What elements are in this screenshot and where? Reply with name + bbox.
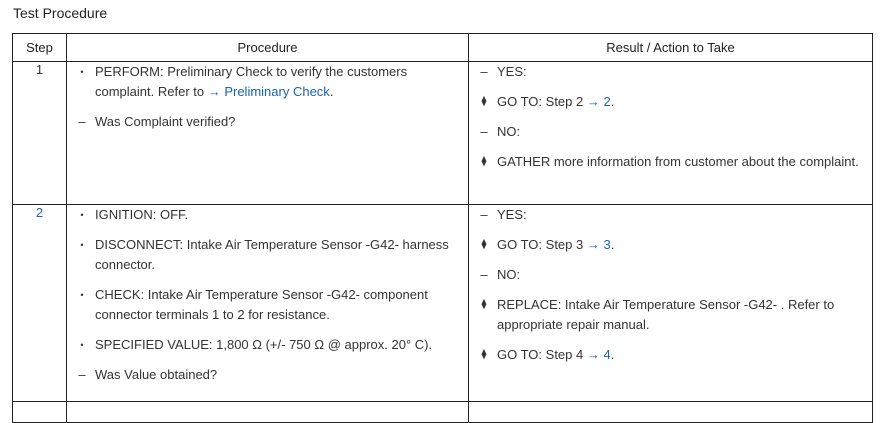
page-title: Test Procedure (13, 5, 108, 21)
bullet-icon: • (80, 240, 84, 250)
punctuation: . (610, 237, 615, 252)
result-item (469, 205, 872, 225)
bullet-icon: • (80, 210, 84, 220)
step-2-anchor[interactable]: 2 (35, 205, 44, 220)
result-cell (469, 402, 873, 423)
result-item (469, 92, 872, 112)
step-number: 1 (13, 62, 67, 205)
procedure-cell (67, 402, 469, 423)
dash-icon: – (480, 267, 488, 282)
procedure-item (67, 335, 468, 355)
dash-icon: – (480, 124, 488, 139)
table-row (13, 402, 873, 423)
result-item (469, 235, 872, 255)
diamond-bullet-icon: ⧫ (481, 349, 487, 360)
result-item (469, 62, 872, 82)
table-row (13, 62, 873, 205)
result-text: NO: (497, 267, 521, 282)
result-item (469, 152, 872, 172)
result-item (469, 295, 872, 335)
dash-icon: – (78, 114, 86, 129)
result-text: YES: (497, 207, 527, 222)
result-item (469, 265, 872, 285)
bullet-icon: • (80, 340, 84, 350)
procedure-cell (67, 205, 469, 402)
step-column-header: Step (13, 34, 67, 62)
result-text: GO TO: Step 4 (497, 347, 587, 362)
procedure-item (67, 112, 468, 132)
table-header-row (13, 34, 873, 62)
dash-icon: – (78, 367, 86, 382)
procedure-item (67, 235, 468, 275)
step-number-link[interactable] (13, 205, 67, 402)
procedure-text: SPECIFIED VALUE: 1,800 Ω (+/- 750 Ω @ approx. 20° C). (95, 337, 433, 352)
result-item (469, 122, 872, 142)
result-text: GO TO: Step 3 (497, 237, 587, 252)
result-cell (469, 62, 873, 205)
procedure-text: IGNITION: OFF. (95, 207, 189, 222)
procedure-text: Was Complaint verified? (95, 114, 236, 129)
result-text: REPLACE: Intake Air Temperature Sensor -G42- . Refer to appropriate repair manual. (497, 297, 835, 332)
diamond-bullet-icon: ⧫ (481, 96, 487, 107)
bullet-icon: • (80, 67, 84, 77)
procedure-item (67, 205, 468, 225)
procedure-cell (67, 62, 469, 205)
punctuation: . (329, 84, 334, 99)
step-2-link[interactable]: → 2 (586, 94, 611, 109)
step-number (13, 402, 67, 423)
result-cell (469, 205, 873, 402)
procedure-item (67, 62, 468, 102)
diamond-bullet-icon: ⧫ (481, 156, 487, 167)
result-text: GO TO: Step 2 (497, 94, 587, 109)
result-text: GATHER more information from customer about the complaint. (497, 154, 859, 169)
punctuation: . (610, 94, 615, 109)
diamond-bullet-icon: ⧫ (481, 239, 487, 250)
result-text: YES: (497, 64, 527, 79)
procedure-text: DISCONNECT: Intake Air Temperature Sensor -G42- harness connector. (95, 237, 449, 272)
result-item (469, 345, 872, 365)
punctuation: . (610, 347, 615, 362)
step-4-link[interactable]: → 4 (586, 347, 611, 362)
step-3-link[interactable]: → 3 (586, 237, 611, 252)
test-procedure-table (12, 33, 873, 423)
procedure-text: PERFORM: Preliminary Check to verify the customers complaint. Refer to (95, 64, 408, 99)
table-row (13, 205, 873, 402)
procedure-text: Was Value obtained? (95, 367, 218, 382)
procedure-column-header: Procedure (67, 34, 469, 62)
procedure-item (67, 365, 468, 385)
dash-icon: – (480, 207, 488, 222)
result-text: NO: (497, 124, 521, 139)
dash-icon: – (480, 64, 488, 79)
preliminary-check-link[interactable]: → Preliminary Check (207, 84, 330, 99)
procedure-item (67, 285, 468, 325)
diamond-bullet-icon: ⧫ (481, 299, 487, 310)
bullet-icon: • (80, 290, 84, 300)
result-column-header: Result / Action to Take (469, 34, 873, 62)
procedure-text: CHECK: Intake Air Temperature Sensor -G42- component connector terminals 1 to 2 for resistance. (95, 287, 428, 322)
